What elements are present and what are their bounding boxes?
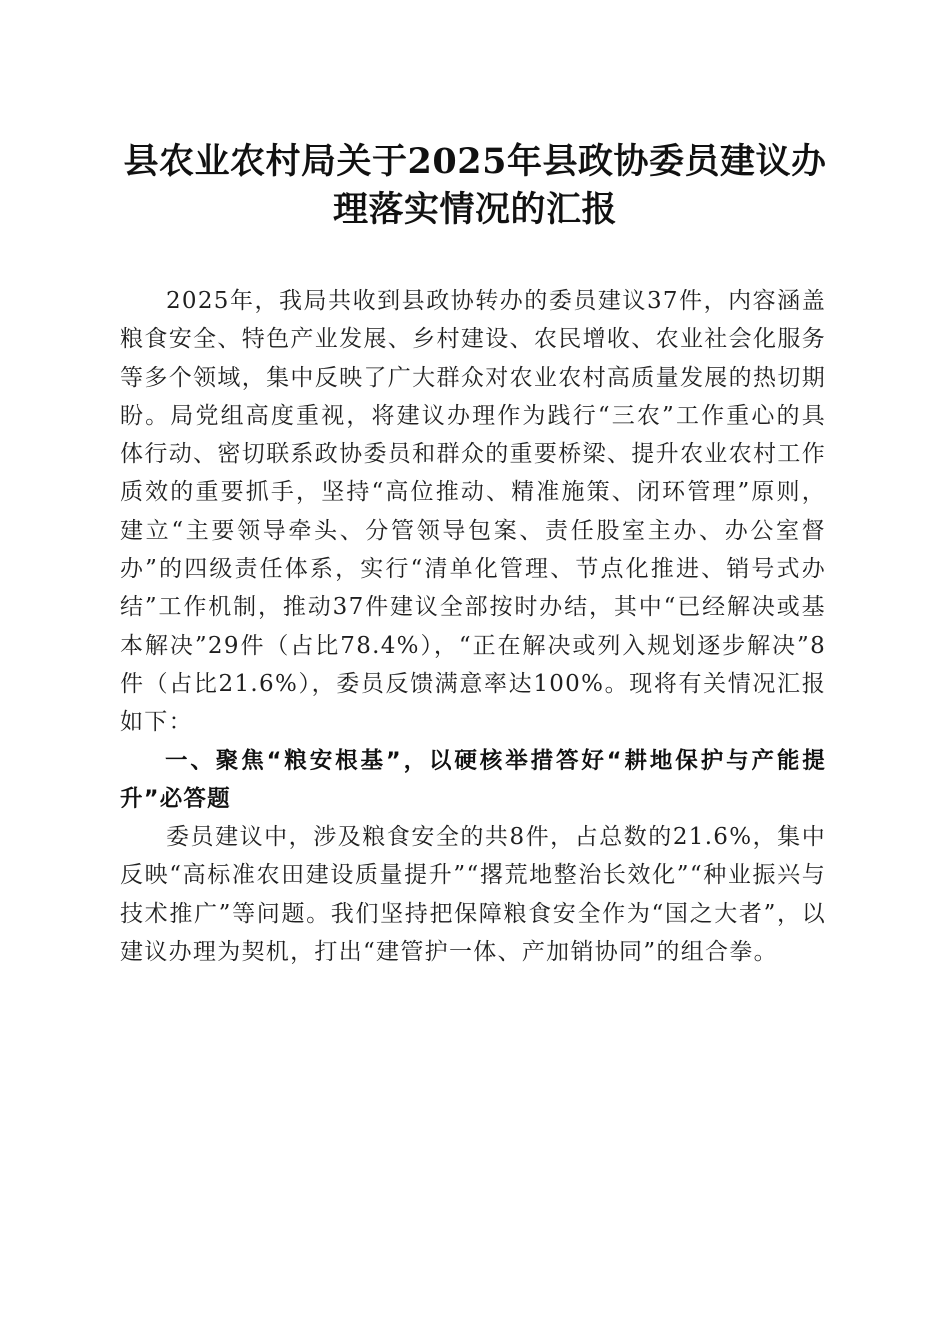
intro-paragraph: 2025年，我局共收到县政协转办的委员建议37件，内容涵盖粮食安全、特色产业发展、乡村建设、农民增收、农业社会化服务等多个领域，集中反映了广大群众对农业农村高质量发展的热切期盼。局党组高度重视，将建议办理作为践行“三农”工作重心的具体行动、密切联系政协委员和群众的重要桥梁、提升农业农村工作质效的重要抓手，坚持“高位推动、精准施策、闭环管理”原则，建立“主要领导牵头、分管领导包案、责任股室主办、办公室督办”的四级责任体系，实行“清单化管理、节点化推进、销号式办结”工作机制，推动37件建议全部按时办结，其中“已经解决或基本解决”29件（占比78.4%），“正在解决或列入规划逐步解决”8件（占比21.6%），委员反馈满意率达100%。现将有关情况汇报如下： <box>120 288 826 736</box>
section-heading-1: 一、聚焦“粮安根基”，以硬核举措答好“耕地保护与产能提升”必答题 <box>120 747 826 812</box>
document-title: 县农业农村局关于2025年县政协委员建议办理落实情况的汇报 <box>123 141 827 230</box>
section-1-paragraph: 委员建议中，涉及粮食安全的共8件，占总数的21.6%，集中反映“高标准农田建设质量提升”“撂荒地整治长效化”“种业振兴与技术推广”等问题。我们坚持把保障粮食安全作为“国之大者”，以建议办理为契机，打出“建管护一体、产加销协同”的组合拳。 <box>120 824 826 966</box>
document-body <box>120 282 826 971</box>
